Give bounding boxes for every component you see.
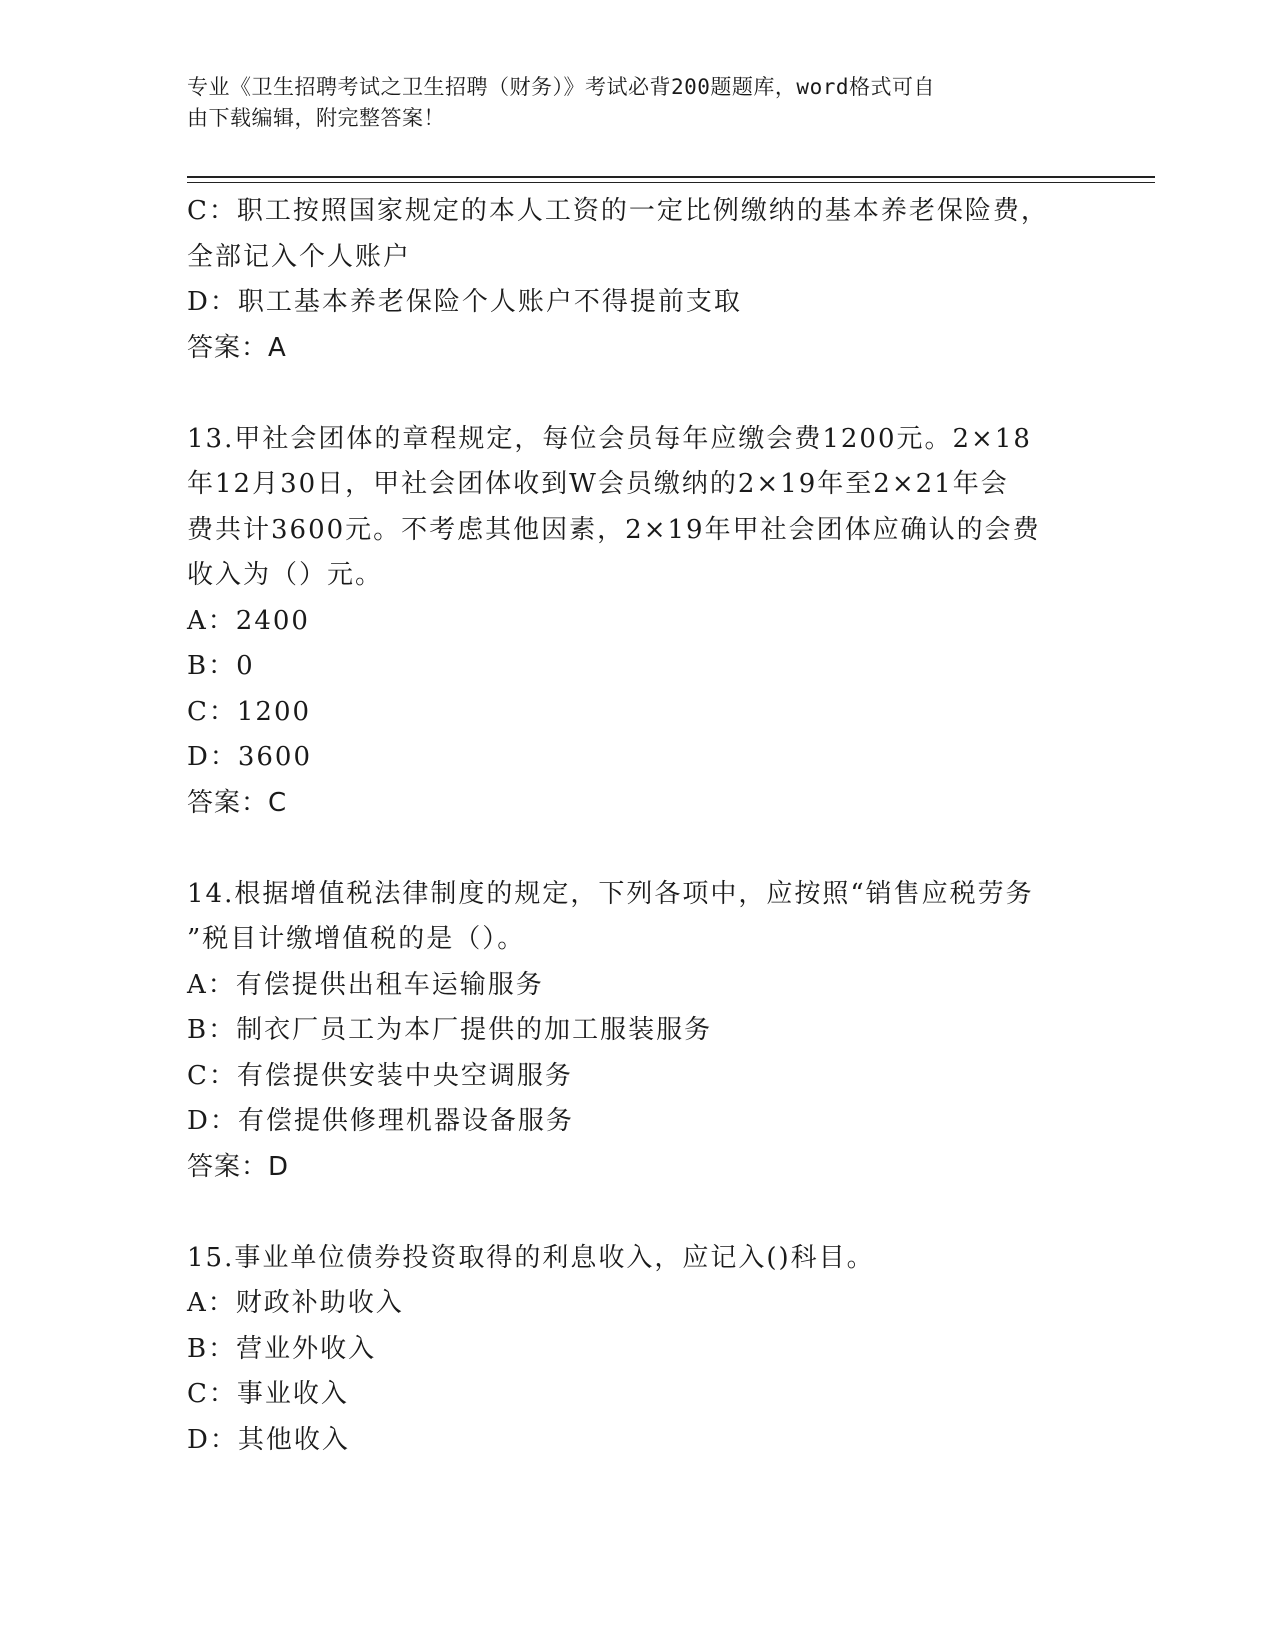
header-divider-thin xyxy=(187,182,1155,183)
q13-option-d: D：3600 xyxy=(187,742,313,772)
q15-option-c: C：事业收入 xyxy=(187,1379,349,1409)
question-15 xyxy=(187,1236,1087,1464)
q13-answer: 答案：C xyxy=(187,787,288,818)
q13-stem-line-3: 费共计3600元。不考虑其他因素，2×19年甲社会团体应确认的会费 xyxy=(187,514,1041,545)
q13-option-c: C：1200 xyxy=(187,696,312,727)
question-13 xyxy=(187,417,1087,827)
header-line-2: 由下载编辑，附完整答案！ xyxy=(187,106,445,130)
q14-stem-line-1: 14.根据增值税法律制度的规定，下列各项中，应按照“销售应税劳务 xyxy=(187,878,1034,909)
q13-stem-line-4: 收入为（）元。 xyxy=(187,560,384,590)
question-12-tail xyxy=(187,189,1087,371)
q15-option-d: D：其他收入 xyxy=(187,1424,350,1455)
question-list xyxy=(187,189,1087,1463)
question-14 xyxy=(187,872,1087,1191)
header-line-1: 专业《卫生招聘考试之卫生招聘（财务）》考试必背200题题库，word格式可自 xyxy=(187,75,935,99)
q14-option-a: A：有偿提供出租车运输服务 xyxy=(187,969,544,1000)
q14-option-c: C：有偿提供安装中央空调服务 xyxy=(187,1060,573,1091)
q13-option-b: B：0 xyxy=(187,651,255,681)
q12-option-c-line-2: 全部记入个人账户 xyxy=(187,241,412,272)
q15-option-a: A：财政补助收入 xyxy=(187,1288,404,1318)
q13-option-a: A：2400 xyxy=(187,605,310,636)
q14-option-d: D：有偿提供修理机器设备服务 xyxy=(187,1106,574,1136)
q12-option-c-line-1: C：职工按照国家规定的本人工资的一定比例缴纳的基本养老保险费， xyxy=(187,196,1049,226)
q13-stem-line-1: 13.甲社会团体的章程规定，每位会员每年应缴会费1200元。2×18 xyxy=(187,423,1032,454)
q13-stem-line-2: 年12月30日，甲社会团体收到W会员缴纳的2×19年至2×21年会 xyxy=(187,469,1009,499)
q14-answer: 答案：D xyxy=(187,1151,290,1182)
header-divider-thick xyxy=(187,176,1155,178)
q15-option-b: B：营业外收入 xyxy=(187,1333,377,1364)
spacer xyxy=(187,371,1087,417)
spacer xyxy=(187,826,1087,872)
q15-stem-line-1: 15.事业单位债券投资取得的利息收入，应记入()科目。 xyxy=(187,1242,875,1273)
document-header xyxy=(187,72,1067,134)
q14-option-b: B：制衣厂员工为本厂提供的加工服装服务 xyxy=(187,1015,713,1045)
q12-answer: 答案：A xyxy=(187,332,287,363)
q12-option-d: D：职工基本养老保险个人账户不得提前支取 xyxy=(187,287,742,317)
spacer xyxy=(187,1190,1087,1236)
q14-stem-line-2: ”税目计缴增值税的是（）。 xyxy=(187,924,526,954)
